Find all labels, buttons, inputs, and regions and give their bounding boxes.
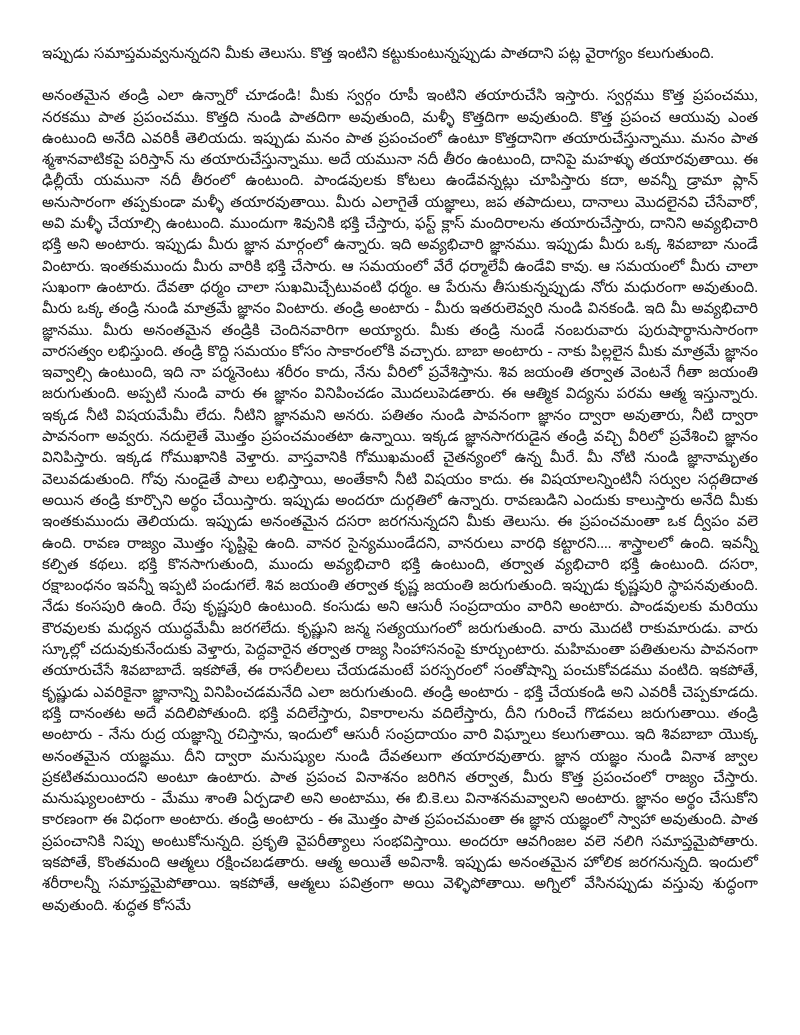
paragraph-intro: ఇప్పుడు సమాప్తమవ్వనున్నదని మీకు తెలుసు. కొత్త ఇంటిని కట్టుకుంటున్నప్పుడు పాతదాని పట్ల వైరాగ్యం కలుగుతుంది.	[42, 46, 714, 62]
paragraph-body: అనంతమైన తండ్రి ఎలా ఉన్నారో చూడండి! మీకు స్వర్గం రూపీ ఇంటిని తయారుచేసి ఇస్తారు. స్వర్గము కొత్త ప్రపంచము, నరకము పాత ప్రపంచము. కొత్తది నుండి పాతదిగా అవుతుంది, మళ్ళీ కొత్తదిగా అవుతుంది. కొత్త ప్రపంచ ఆయువు ఎంత ఉంటుంది అనేది ఎవరికీ తెలియదు. ఇప్పుడు మనం పాత ప్రపంచంలో ఉంటూ కొత్తదానిగా తయారుచేస్తున్నాము. మనం పాత శ్మశానవాటికపై పరిస్తాన్ ను తయారుచేస్తున్నాము. అదే యమునా నదీ తీరం ఉంటుంది, దానిపై మహళ్ళు తయారవుతాయి. ఈ ఢిల్లీయే యమునా నదీ తీరంలో ఉంటుంది. పాండవులకు కోటలు ఉండేవన్నట్లు చూపిస్తారు కదా, అవన్నీ డ్రామా ప్లాన్ అనుసారంగా తప్పకుండా మళ్ళీ తయారవుతాయి. మీరు ఎలాగైతే యజ్ఞాలు, జప తపాదులు, దానాలు మొదలైనవి చేసేవారో, అవి మళ్ళీ చేయాల్సి ఉంటుంది. ముందుగా శివునికి భక్తి చేస్తారు, ఫస్ట్ క్లాస్ మందిరాలను తయారుచేస్తారు, దానిని అవ్యభిచారి భక్తి అని అంటారు. ఇప్పుడు మీరు జ్ఞాన మార్గంలో ఉన్నారు. ఇది అవ్యభిచారి జ్ఞానము. ఇప్పుడు మీరు ఒక్క శివబాబా నుండే వింటారు. ఇంతకుముందు మీరు వారికి భక్తి చేసారు. ఆ సమయంలో వేరే ధర్మాలేవీ ఉండేవి కావు. ఆ సమయంలో మీరు చాలా సుఖంగా ఉంటారు. దేవతా ధర్మం చాలా సుఖమిచ్చేటువంటి ధర్మం. ఆ పేరును తీసుకున్నప్పుడు నోరు మధురంగా అవుతుంది. మీరు ఒక్క తండ్రి నుండి మాత్రమే జ్ఞానం వింటారు. తండ్రి అంటారు - మీరు ఇతరులెవ్వరి నుండి వినకండి. ఇది మీ అవ్యభిచారి జ్ఞానము. మీరు అనంతమైన తండ్రికి చెందినవారిగా అయ్యారు. మీకు తండ్రి నుండే నంబరువారు పురుషార్థానుసారంగా వారసత్వం లభిస్తుంది. తండ్రి కొద్ది సమయం కోసం సాకారంలోకి వచ్చారు. బాబా అంటారు - నాకు పిల్లలైన మీకు మాత్రమే జ్ఞానం ఇవ్వాల్సి ఉంటుంది, ఇది నా పర్మనెంటు శరీరం కాదు, నేను వీరిలో ప్రవేశిస్తాను. శివ జయంతి తర్వాత వెంటనే గీతా జయంతి జరుగుతుంది. అప్పటి నుండి వారు ఈ జ్ఞానం వినిపించడం మొదలుపెడతారు. ఈ ఆత్మిక విద్యను పరమ ఆత్మ ఇస్తున్నారు. ఇక్కడ నీటి విషయమేమీ లేదు. నీటిని జ్ఞానమని అనరు. పతితం నుండి పావనంగా జ్ఞానం ద్వారా అవుతారు, నీటి ద్వారా పావనంగా అవ్వరు. నదులైతే మొత్తం ప్రపంచమంతటా ఉన్నాయి. ఇక్కడ జ్ఞానసాగరుడైన తండ్రి వచ్చి వీరిలో ప్రవేశించి జ్ఞానం వినిపిస్తారు. ఇక్కడ గోముఖానికి వెళ్తారు. వాస్తవానికి గోముఖమంటే చైతన్యంలో ఉన్న మీరే. మీ నోటి నుండి జ్ఞానామృతం వెలువడుతుంది. గోవు నుండైతే పాలు లభిస్తాయి, అంతేకానీ నీటి విషయం కాదు. ఈ విషయాలన్నింటినీ సర్వుల సద్గతిదాత అయిన తండ్రి కూర్చొని అర్థం చేయిస్తారు. ఇప్పుడు అందరూ దుర్గతిలో ఉన్నారు. రావణుడిని ఎందుకు కాలుస్తారు అనేది మీకు ఇంతకుముందు తెలియదు. ఇప్పుడు అనంతమైన దసరా జరగనున్నదని మీకు తెలుసు. ఈ ప్రపంచమంతా ఒక ద్వీపం వలె ఉంది. రావణ రాజ్యం మొత్తం సృష్టిపై ఉంది. వానర సైన్యముండేదని, వానరులు వారధి కట్టారని.... శాస్త్రాలలో ఉంది. ఇవన్నీ కల్పిత కథలు. భక్తి కొనసాగుతుంది, ముందు అవ్యభిచారి భక్తి ఉంటుంది, తర్వాత వ్యభిచారి భక్తి ఉంటుంది. దసరా, రక్షాబంధనం ఇవన్నీ ఇప్పటి పండుగలే. శివ జయంతి తర్వాత కృష్ణ జయంతి జరుగుతుంది. ఇప్పుడు కృష్ణపురి స్థాపనవుతుంది. నేడు కంసపురి ఉంది. రేపు కృష్ణపురి ఉంటుంది. కంసుడు అని ఆసురీ సంప్రదాయం వారిని అంటారు. పాండవులకు మరియు కౌరవులకు మధ్యన యుద్ధమేమీ జరగలేదు. కృష్ణుని జన్మ సత్యయుగంలో జరుగుతుంది. వారు మొదటి రాకుమారుడు. వారు స్కూల్లో చదువుకునేందుకు వెళ్తారు, పెద్దవారైన తర్వాత రాజ్య సింహాసనంపై కూర్చుంటారు. మహిమంతా పతితులను పావనంగా తయారుచేసే శివబాబాదే. ఇకపోతే, ఈ రాసలీలలు చేయడమంటే పరస్పరంలో సంతోషాన్ని పంచుకోవడము వంటిది. ఇకపోతే, కృష్ణుడు ఎవరికైనా జ్ఞానాన్ని వినిపించడమనేది ఎలా జరుగుతుంది. తండ్రి అంటారు - భక్తి చేయకండి అని ఎవరికీ చెప్పకూడదు. భక్తి దానంతట అదే వదిలిపోతుంది. భక్తి వదిలేస్తారు, వికారాలను వదిలేస్తారు, దీని గురించే గొడవలు జరుగుతాయి. తండ్రి అంటారు - నేను రుద్ర యజ్ఞాన్ని రచిస్తాను, ఇందులో ఆసురీ సంప్రదాయం వారి విఘ్నాలు కలుగుతాయి. ఇది శివబాబా యొక్క అనంతమైన యజ్ఞము. దీని ద్వారా మనుష్యుల నుండి దేవతలుగా తయారవుతారు. జ్ఞాన యజ్ఞం నుండి వినాశ జ్వాల ప్రకటితమయిందని అంటూ ఉంటారు. పాత ప్రపంచ వినాశనం జరిగిన తర్వాత, మీరు కొత్త ప్రపంచంలో రాజ్యం చేస్తారు. మనుష్యులంటారు - మేము శాంతి ఏర్పడాలి అని అంటాము, ఈ బి.కె.లు వినాశనమవ్వాలని అంటారు. జ్ఞానం అర్థం చేసుకోని కారణంగా ఈ విధంగా అంటారు. తండ్రి అంటారు - ఈ మొత్తం పాత ప్రపంచమంతా ఈ జ్ఞాన యజ్ఞంలో స్వాహా అవుతుంది. పాత ప్రపంచానికి నిప్పు అంటుకోనున్నది. ప్రకృతి వైపరీత్యాలు సంభవిస్తాయి. అందరూ ఆవగింజల వలె నలిగి సమాప్తమైపోతారు. ఇకపోతే, కొంతమంది ఆత్మలు రక్షించబడతారు. ఆత్మ అయితే అవినాశీ. ఇప్పుడు అనంతమైన హోలిక జరగనున్నది. ఇందులో శరీరాలన్నీ సమాప్తమైపోతాయి. ఇకపోతే, ఆత్మలు పవిత్రంగా అయి వెళ్ళిపోతాయి. అగ్నిలో వేసినప్పుడు వస్తువు శుద్ధంగా అవుతుంది. శుద్ధత కోసమే	[42, 88, 758, 914]
